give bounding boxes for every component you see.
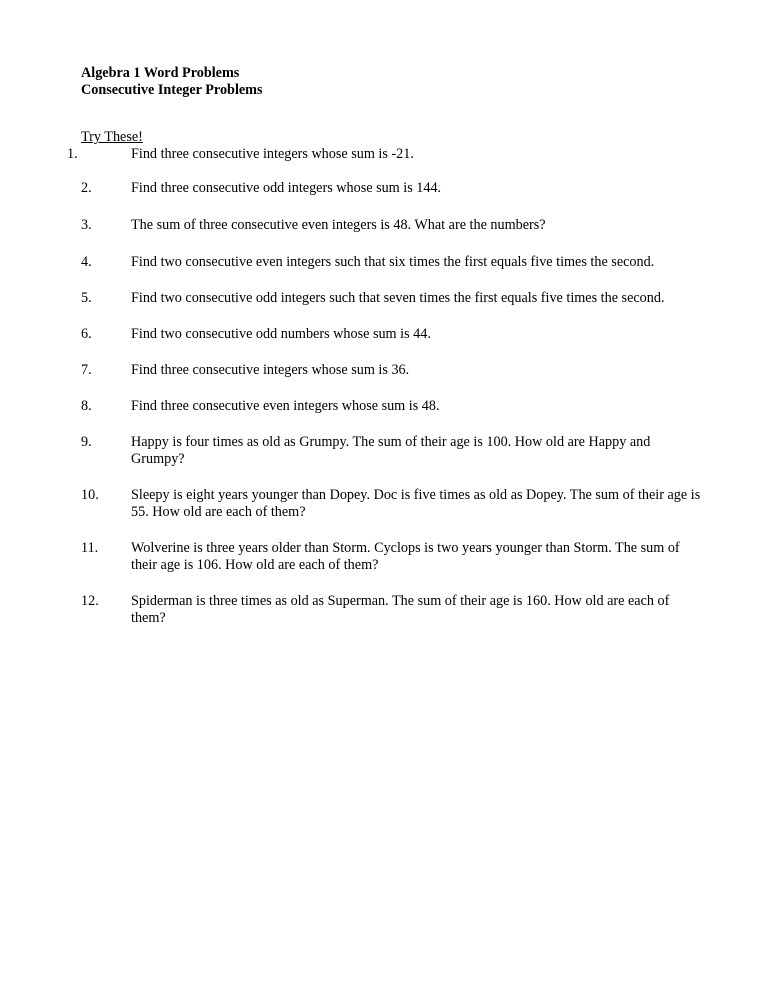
topic-title: Consecutive Integer Problems bbox=[81, 82, 263, 98]
worksheet-title bbox=[81, 65, 263, 99]
problem-number: 4. bbox=[81, 254, 92, 270]
problem-text: Find three consecutive integers whose sum is 36. bbox=[131, 362, 410, 378]
problem-text: Find three consecutive even integers whose sum is 48. bbox=[131, 398, 440, 414]
problem-number: 10. bbox=[81, 487, 99, 503]
problem-number: 2. bbox=[81, 180, 92, 196]
problem-number: 7. bbox=[81, 362, 92, 378]
problem-text: Wolverine is three years older than Storm. Cyclops is two years younger than Storm. The sum of their age is 106. How old are each of them? bbox=[131, 540, 680, 573]
problem-text: Find three consecutive integers whose sum is -21. bbox=[131, 146, 414, 162]
problem-text: Find two consecutive odd integers such that seven times the first equals five times the second. bbox=[131, 290, 665, 306]
problem-number: 12. bbox=[81, 593, 99, 609]
problem-number: 5. bbox=[81, 290, 92, 306]
problem-text: Find two consecutive even integers such that six times the first equals five times the second. bbox=[131, 254, 655, 270]
problem-number: 1. bbox=[67, 146, 78, 162]
problem-number: 9. bbox=[81, 434, 92, 450]
problem-number: 3. bbox=[81, 217, 92, 233]
problem-number: 11. bbox=[81, 540, 99, 556]
problem-number: 6. bbox=[81, 326, 92, 342]
problem-number: 8. bbox=[81, 398, 92, 414]
problem-text: Sleepy is eight years younger than Dopey. Doc is five times as old as Dopey. The sum of their age is 55. How old are each of them? bbox=[131, 487, 701, 520]
problem-text: Find two consecutive odd numbers whose sum is 44. bbox=[131, 326, 431, 342]
section-heading: Try These! bbox=[81, 129, 143, 145]
problem-text: Happy is four times as old as Grumpy. The sum of their age is 100. How old are Happy and Grumpy? bbox=[131, 434, 651, 467]
problem-text: Find three consecutive odd integers whose sum is 144. bbox=[131, 180, 442, 196]
problem-text: Spiderman is three times as old as Superman. The sum of their age is 160. How old are each of them? bbox=[131, 593, 670, 626]
problem-text: The sum of three consecutive even integers is 48. What are the numbers? bbox=[131, 217, 546, 233]
course-title: Algebra 1 Word Problems bbox=[81, 65, 240, 81]
